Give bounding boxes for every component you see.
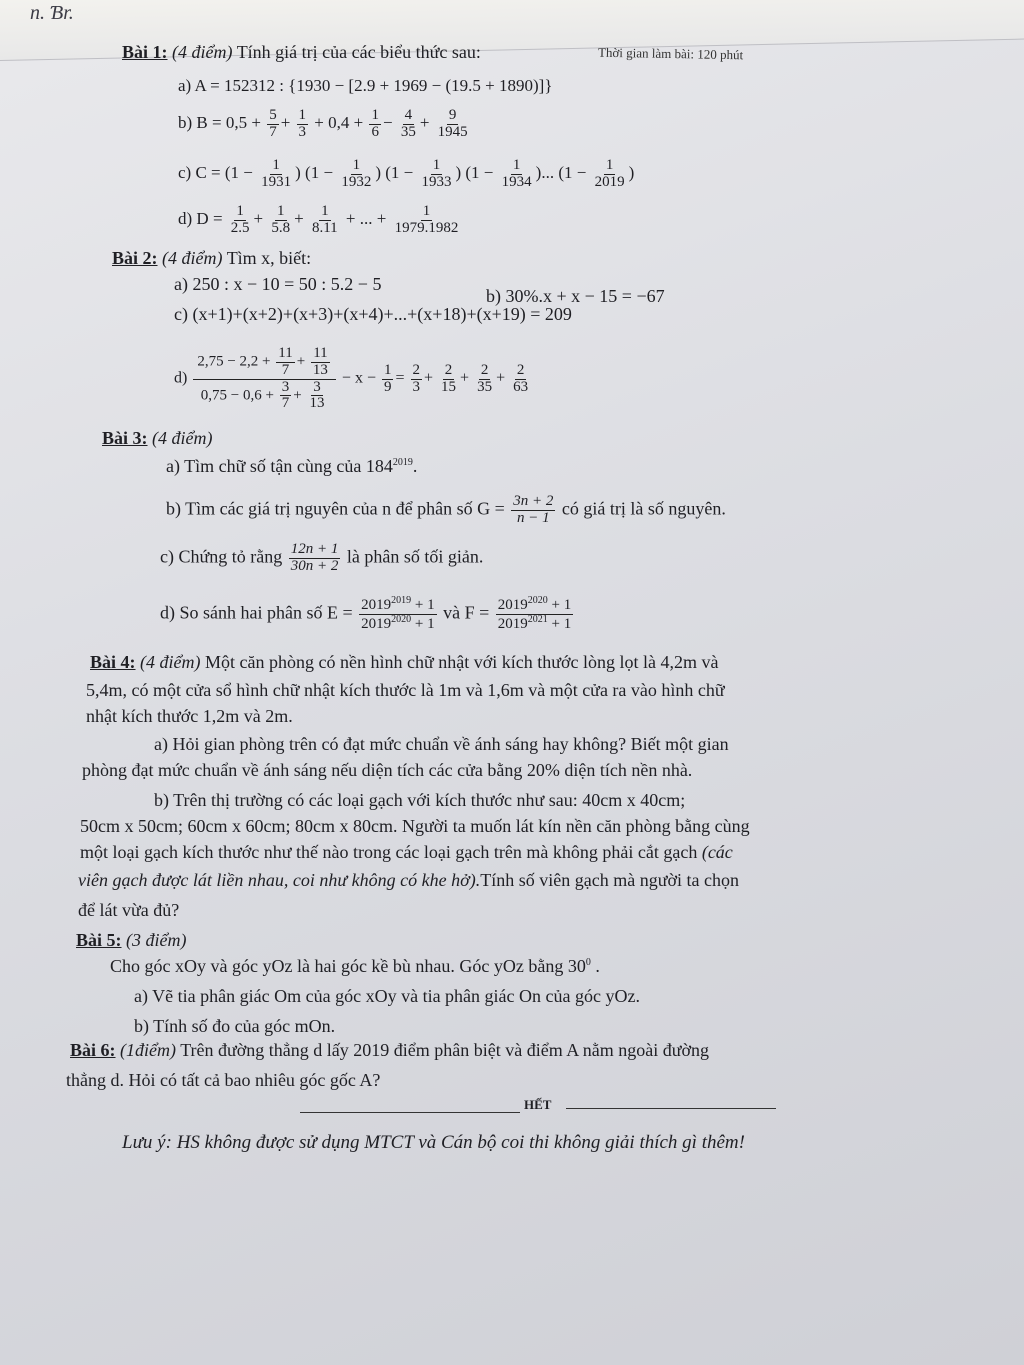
bai3-heading: Bài 3: bbox=[102, 428, 148, 448]
fraction: $\frac{2}{15}$ bbox=[441, 361, 457, 395]
fraction: $\frac{1}{1934}$ bbox=[501, 157, 532, 190]
fraction: $\frac{1}{5.8}$ bbox=[271, 203, 291, 236]
bai6-line2: thẳng d. Hỏi có tất cả bao nhiêu góc gốc A? bbox=[66, 1070, 381, 1090]
fraction: $\frac{12n + 1}{30n + 2}$ bbox=[290, 541, 339, 574]
fraction: $\frac{2}{35}$ bbox=[477, 361, 493, 395]
end-rule-left bbox=[300, 1112, 520, 1113]
bai2-c: c) (x+1)+(x+2)+(x+3)+(x+4)+...+(x+18)+(x+19) = 209 bbox=[174, 304, 572, 324]
fraction: $\frac{2}{63}$ bbox=[513, 361, 529, 395]
fraction: $\frac{2}{3}$ bbox=[412, 361, 420, 395]
bai4-line4: a) Hỏi gian phòng trên có đạt mức chuẩn về ánh sáng hay không? Biết một gian bbox=[154, 734, 729, 754]
fraction: $\frac{11}{13}$ bbox=[312, 345, 328, 378]
fraction: $\frac{4}{35}$ bbox=[400, 107, 416, 140]
bai1-title bbox=[122, 42, 481, 63]
bai3-c-text: c) Chứng tỏ rằng bbox=[160, 546, 283, 567]
fraction: $\frac{1}{1931}$ bbox=[261, 157, 292, 190]
bai3-a-text: a) Tìm chữ số tận cùng của 184 bbox=[166, 456, 393, 476]
fraction: $\frac{5}{7}$ bbox=[269, 107, 277, 140]
bai2-d-label: d) bbox=[174, 369, 188, 387]
bai3-a: a) Tìm chữ số tận cùng của $184^{2019}$. bbox=[166, 456, 418, 476]
bai2-a: a) 250 : x − 10 = 50 : 5.2 − 5 bbox=[174, 274, 382, 294]
big-fraction: 2,75 − 2,2 + $\frac{11}{7}$ + $\frac{11}{13}$ 0,75 − 0,6 + $\frac{3}{7}$ + $\frac{3}{13}$ bbox=[193, 346, 336, 412]
bai2-points: (4 điểm) bbox=[162, 248, 223, 268]
bai1-instruction: Tính giá trị của các biểu thức sau: bbox=[236, 42, 481, 62]
bai1-d: d) D = $\frac{1}{2.5}$ + $\frac{1}{5.8}$ + $\frac{1}{8.11}$ + ... + $\frac{1}{1979.1982}$ bbox=[178, 203, 459, 236]
bai5-line3: b) Tính số đo của góc mOn. bbox=[134, 1016, 336, 1036]
bai5-title bbox=[76, 930, 187, 951]
fraction: $\frac{3}{13}$ bbox=[309, 378, 325, 412]
bai2-d-den: 0,75 − 0,6 + bbox=[200, 387, 274, 404]
bai4-line10: để lát vừa đủ? bbox=[78, 900, 180, 920]
fraction: $\frac{1}{1933}$ bbox=[421, 157, 452, 190]
bai3-d-and: và F = bbox=[443, 602, 490, 623]
bai3-c bbox=[160, 542, 483, 575]
bai4-line3: nhật kích thước 1,2m và 2m. bbox=[86, 706, 293, 726]
bai1-d-dots: + ... + bbox=[345, 209, 387, 229]
fraction: $\frac{1}{8.11}$ bbox=[311, 203, 338, 236]
bai5-line1: Cho góc xOy và góc yOz là hai góc kề bù nhau. Góc yOz bằng $30^0$ . bbox=[110, 956, 600, 976]
fraction: $\frac{1}{6}$ bbox=[371, 107, 379, 140]
bai5-line2: a) Vẽ tia phân giác Om của góc xOy và tia phân giác On của góc yOz. bbox=[134, 986, 640, 1006]
end-mark: HẾT bbox=[524, 1097, 552, 1112]
bai1-c: c) C = (1 − $\frac{1}{1931}$ ) (1 − $\frac{1}{1932}$ ) (1 − $\frac{1}{1933}$ ) (1 − $\frac{1}{1934}$ )... (1 − $\frac{1}{2019}$ ) bbox=[178, 157, 635, 190]
fraction-f: $\frac{2019^{2020} + 1}{2019^{2021} + 1}$ bbox=[497, 595, 572, 632]
bai1-a: a) A = 152312 : {1930 − [2.9 + 1969 − (19.5 + 1890)]} bbox=[178, 76, 553, 95]
bai2-title bbox=[112, 248, 311, 269]
bai3-points: (4 điểm) bbox=[152, 428, 213, 448]
fraction: $\frac{1}{1979.1982}$ bbox=[394, 203, 459, 236]
fraction: $\frac{3}{7}$ bbox=[281, 378, 290, 412]
bai3-b-text: b) Tìm các giá trị nguyên của n để phân số G = bbox=[166, 498, 505, 519]
bai2-d: d) 2,75 − 2,2 + $\frac{11}{7}$ + $\frac{11}{13}$ 0,75 − 0,6 + $\frac{3}{7}$ + $\frac{3}{13}$ − x − $\frac{1}{9}$ = $\frac{2}{3}$ + $\frac{2}{15}$ + $\frac{2}{35}$ + $\frac{2}{63}$ bbox=[174, 345, 529, 412]
fraction-e: $\frac{2019^{2019} + 1}{2019^{2020} + 1}$ bbox=[361, 595, 435, 632]
bai4-line2: 5,4m, có một cửa sổ hình chữ nhật kích thước là 1m và 1,6m và một cửa ra vào hình chữ bbox=[86, 680, 725, 700]
bai3-d-text: d) So sánh hai phân số E = bbox=[160, 602, 353, 623]
bai2-d-num: 2,75 − 2,2 + bbox=[197, 353, 271, 370]
bai4-points: (4 điểm) bbox=[140, 652, 201, 672]
bai1-b: b) B = 0,5 + $\frac{5}{7}$ + $\frac{1}{3}$ + 0,4 + $\frac{1}{6}$ − $\frac{4}{35}$ + $\frac{9}{1945}$ bbox=[178, 107, 468, 140]
fraction: $\frac{1}{2019}$ bbox=[594, 157, 625, 190]
fraction: $\frac{1}{9}$ bbox=[383, 361, 392, 395]
bai4-line7: 50cm x 50cm; 60cm x 60cm; 80cm x 80cm. Người ta muốn lát kín nền căn phòng bằng cùng bbox=[80, 816, 750, 836]
bai4-line9: viên gạch được lát liền nhau, coi như không có khe hở).Tính số viên gạch mà người ta chọn bbox=[78, 870, 739, 890]
fraction: $\frac{1}{1932}$ bbox=[341, 157, 372, 190]
bai3-title bbox=[102, 428, 213, 449]
bai2-heading: Bài 2: bbox=[112, 248, 158, 268]
bai6-points: (1điểm) bbox=[120, 1040, 176, 1060]
bai5-heading: Bài 5: bbox=[76, 930, 122, 950]
fraction: $\frac{9}{1945}$ bbox=[437, 107, 468, 140]
fraction: $\frac{1}{2.5}$ bbox=[230, 203, 250, 236]
bai3-d bbox=[160, 596, 575, 633]
bai1-d-label: d) D = bbox=[178, 209, 223, 229]
bai4-line6: b) Trên thị trường có các loại gạch với kích thước như sau: 40cm x 40cm; bbox=[154, 790, 686, 810]
bai3-b bbox=[166, 494, 726, 527]
bai4-line5: phòng đạt mức chuẩn về ánh sáng nếu diện tích các cửa bằng 20% diện tích nền nhà. bbox=[82, 760, 693, 780]
bai4-heading: Bài 4: bbox=[90, 652, 136, 672]
bai1-c-label: c) C = bbox=[178, 163, 221, 183]
fraction: $\frac{1}{3}$ bbox=[298, 107, 307, 140]
fraction: $\frac{3n + 2}{n - 1}$ bbox=[513, 493, 554, 526]
handwritten-scribble: n. Ɓr. bbox=[30, 2, 74, 24]
footer-note: Lưu ý: HS không được sử dụng MTCT và Cán bộ coi thi không giải thích gì thêm! bbox=[122, 1132, 745, 1153]
bai6-line1: Bài 6: (1điểm) Trên đường thẳng d lấy 2019 điểm phân biệt và điểm A nằm ngoài đường bbox=[70, 1040, 710, 1060]
bai5-points: (3 điểm) bbox=[126, 930, 187, 950]
bai3-a-exponent: 2019 bbox=[392, 457, 413, 468]
bai2-b: b) 30%.x + x − 15 = −67 bbox=[486, 286, 665, 306]
bai2-instruction: Tìm x, biết: bbox=[226, 248, 312, 268]
fraction: $\frac{11}{7}$ bbox=[278, 345, 293, 378]
bai4-line1: Bài 4: (4 điểm) Một căn phòng có nền hình chữ nhật với kích thước lòng lọt là 4,2m và bbox=[90, 652, 719, 672]
bai1-points: (4 điểm) bbox=[172, 42, 233, 62]
bai2-d-tail: − x − bbox=[341, 369, 376, 387]
bai3-c-post: là phân số tối giản. bbox=[346, 546, 484, 567]
bai6-heading: Bài 6: bbox=[70, 1040, 116, 1060]
bai1-b-rest: + 0,4 + bbox=[314, 113, 364, 133]
bai4-line8: một loại gạch kích thước như thế nào trong các loại gạch trên mà không phải cắt gạch (các bbox=[80, 842, 733, 862]
time-note: Thời gian làm bài: 120 phút bbox=[597, 44, 744, 63]
bai1-heading: Bài 1: bbox=[122, 42, 168, 62]
bai1-b-label: b) B = 0,5 + bbox=[178, 113, 261, 133]
end-rule-right bbox=[566, 1108, 776, 1109]
bai3-b-post: có giá trị là số nguyên. bbox=[561, 498, 726, 519]
